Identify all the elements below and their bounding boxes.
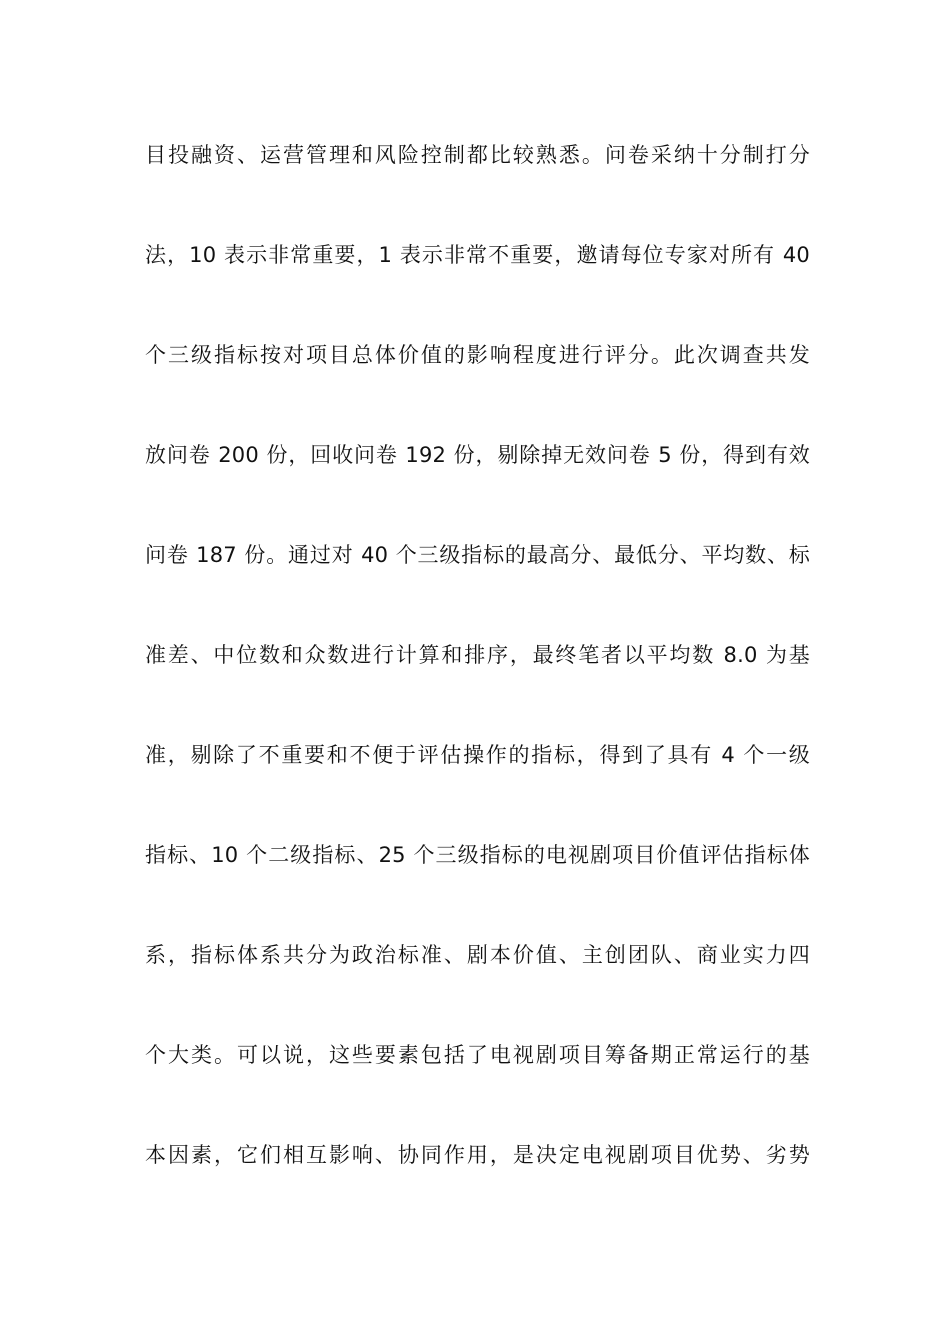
- body-text: [145, 130, 810, 1230]
- text-line: 本因素，它们相互影响、协同作用，是决定电视剧项目优势、劣势: [145, 1143, 810, 1167]
- text-line: 准，剔除了不重要和不便于评估操作的指标，得到了具有 4 个一级: [145, 743, 810, 767]
- text-line: 目投融资、运营管理和风险控制都比较熟悉。问卷采纳十分制打分: [145, 143, 810, 167]
- text-line: 问卷 187 份。通过对 40 个三级指标的最高分、最低分、平均数、标: [145, 543, 810, 567]
- text-line: 系，指标体系共分为政治标准、剧本价值、主创团队、商业实力四: [145, 943, 810, 967]
- text-line: 法，10 表示非常重要，1 表示非常不重要，邀请每位专家对所有 40: [145, 243, 810, 267]
- text-line: 准差、中位数和众数进行计算和排序，最终笔者以平均数 8.0 为基: [145, 643, 810, 667]
- text-line: 个大类。可以说，这些要素包括了电视剧项目筹备期正常运行的基: [145, 1043, 810, 1067]
- text-line: 个三级指标按对项目总体价值的影响程度进行评分。此次调查共发: [145, 343, 810, 367]
- text-line: 放问卷 200 份，回收问卷 192 份，剔除掉无效问卷 5 份，得到有效: [145, 443, 810, 467]
- text-line: 指标、10 个二级指标、25 个三级指标的电视剧项目价值评估指标体: [145, 843, 810, 867]
